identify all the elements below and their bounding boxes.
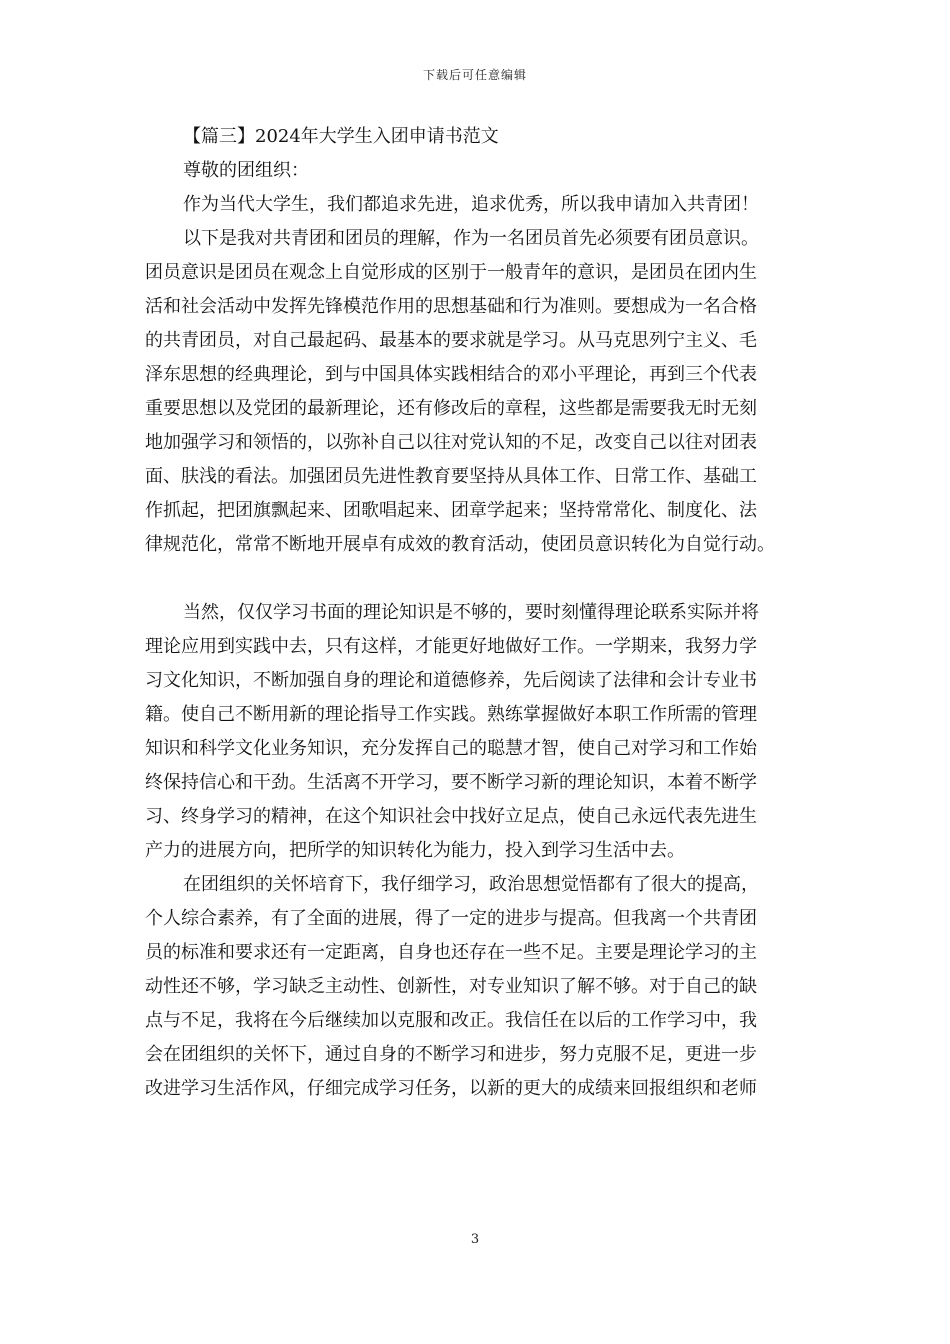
paragraph-2-line-9: 作抓起，把团旗飘起来、团歌唱起来、团章学起来；坚持常常化、制度化、法 (145, 500, 757, 521)
page-number: 3 (470, 1232, 480, 1247)
document-title: 【篇三】2024年大学生入团申请书范文 (183, 126, 499, 147)
paragraph-3-line-2: 理论应用到实践中去，只有这样，才能更好地做好工作。一学期来，我努力学 (145, 636, 757, 657)
paragraph-3-line-7: 习、终身学习的精神，在这个知识社会中找好立足点，使自己永远代表先进生 (145, 806, 757, 827)
paragraph-4-line-7: 改进学习生活作风，仔细完成学习任务，以新的更大的成绩来回报组织和老师 (145, 1078, 757, 1099)
paragraph-4-line-3: 员的标准和要求还有一定距离，自身也还存在一些不足。主要是理论学习的主 (145, 942, 757, 963)
paragraph-2-line-6: 重要思想以及党团的最新理论，还有修改后的章程，这些都是需要我无时无刻 (145, 398, 757, 419)
paragraph-2-line-7: 地加强学习和领悟的，以弥补自己以往对党认知的不足，改变自己以往对团表 (145, 432, 757, 453)
paragraph-gap (145, 562, 825, 596)
paragraph-3-line-8: 产力的进展方向，把所学的知识转化为能力，投入到学习生活中去。 (145, 840, 685, 861)
paragraph-3-line-3: 习文化知识，不断加强自身的理论和道德修养，先后阅读了法律和会计专业书 (145, 670, 757, 691)
paragraph-2-line-8: 面、肤浅的看法。加强团员先进性教育要坚持从具体工作、日常工作、基础工 (145, 466, 757, 487)
paragraph-3-line-5: 知识和科学文化业务知识，充分发挥自己的聪慧才智，使自己对学习和工作始 (145, 738, 757, 759)
paragraph-2-line-1: 以下是我对共青团和团员的理解，作为一名团员首先必须要有团员意识。 (183, 228, 759, 249)
paragraph-3-line-4: 籍。使自己不断用新的理论指导工作实践。熟练掌握做好本职工作所需的管理 (145, 704, 757, 725)
paragraph-4-line-5: 点与不足，我将在今后继续加以克服和改正。我信任在以后的工作学习中，我 (145, 1010, 757, 1031)
paragraph-4-line-4: 动性还不够，学习缺乏主动性、创新性，对专业知识了解不够。对于自己的缺 (145, 976, 757, 997)
paragraph-3-line-6: 终保持信心和干劲。生活离不开学习，要不断学习新的理论知识，本着不断学 (145, 772, 757, 793)
paragraph-4-line-1: 在团组织的关怀培育下，我仔细学习，政治思想觉悟都有了很大的提高， (183, 874, 759, 895)
paragraph-1-line-1: 作为当代大学生，我们都追求先进，追求优秀，所以我申请加入共青团！ (183, 194, 759, 215)
document-body (145, 120, 825, 1106)
paragraph-4-line-6: 会在团组织的关怀下，通过自身的不断学习和进步，努力克服不足，更进一步 (145, 1044, 757, 1065)
paragraph-2-line-5: 泽东思想的经典理论，到与中国具体实践相结合的邓小平理论，再到三个代表 (145, 364, 757, 385)
paragraph-2-line-3: 活和社会活动中发挥先锋模范作用的思想基础和行为准则。要想成为一名合格 (145, 296, 757, 317)
paragraph-2-line-4: 的共青团员，对自己最起码、最基本的要求就是学习。从马克思列宁主义、毛 (145, 330, 757, 351)
paragraph-3-line-1: 当然，仅仅学习书面的理论知识是不够的，要时刻懂得理论联系实际并将 (183, 602, 759, 623)
salutation: 尊敬的团组织： (183, 160, 309, 181)
page-header: 下载后可任意编辑 (422, 68, 527, 82)
paragraph-4-line-2: 个人综合素养，有了全面的进展，得了一定的进步与提高。但我离一个共青团 (145, 908, 757, 929)
paragraph-2-line-10: 律规范化，常常不断地开展卓有成效的教育活动，使团员意识转化为自觉行动。 (145, 534, 775, 555)
paragraph-2-line-2: 团员意识是团员在观念上自觉形成的区别于一般青年的意识，是团员在团内生 (145, 262, 757, 283)
